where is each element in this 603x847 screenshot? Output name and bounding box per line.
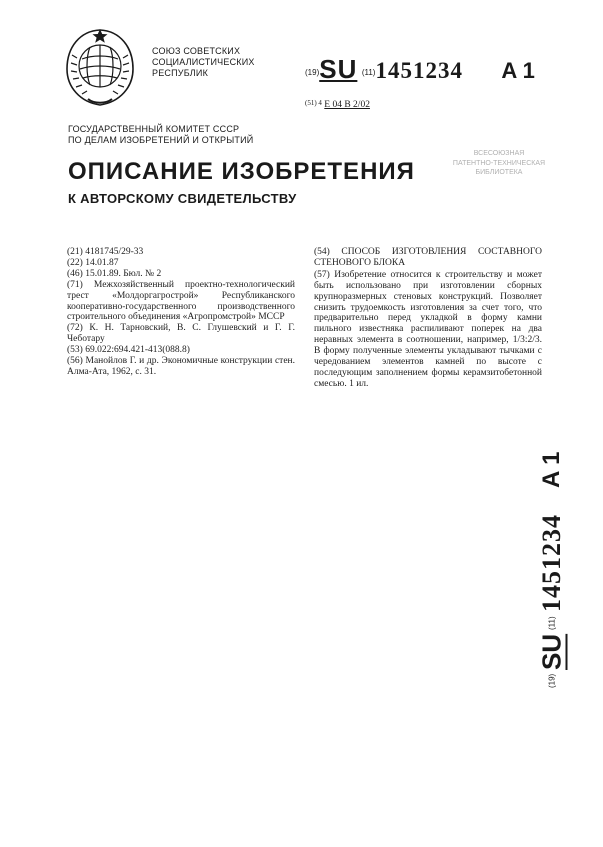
invention-title: (54) СПОСОБ ИЗГОТОВЛЕНИЯ СОСТАВНОГО СТЕНОВОГО БЛОКА <box>314 247 542 268</box>
patent-number: 1451234 <box>375 58 463 83</box>
patent-number: 1451234 <box>537 514 566 612</box>
abstract-text: (57) Изобретение относится к строительству и может быть использовано при изготовлении сборных крупноразмерных стеновых конструкций. Позволяет снизить трудоемкость изготовления за счет того, что предварительно перед укладкой в форму камни пильного известняка распиливают поперек на два неравных элемента в соотношении, например, 1/3:2/3. В форму полученные элементы укладывают тычками с чередованием элементов камней по высоте с последующим заполнением формы керамзитобетонной смесью. 1 ил. <box>314 269 542 389</box>
inid-code-19: (19) <box>305 68 320 77</box>
ipc-value: E 04 B 2/02 <box>324 100 370 110</box>
vertical-publication-number <box>536 448 567 688</box>
inid-code-11: (11) <box>361 68 376 77</box>
kind-code: A 1 <box>501 58 535 83</box>
kind-code: A 1 <box>538 451 565 488</box>
union-name-line: СОЮЗ СОВЕТСКИХ <box>152 46 241 56</box>
inid-code-11: (11) <box>547 616 557 630</box>
inid-code-19: (19) <box>547 673 557 688</box>
document-subtitle: К АВТОРСКОМУ СВИДЕТЕЛЬСТВУ <box>68 191 297 206</box>
ussr-emblem <box>58 25 142 109</box>
bibliographic-data <box>67 247 295 378</box>
stamp-line: ВСЕСОЮЗНАЯ <box>473 150 525 157</box>
field-46: (46) 15.01.89. Бюл. № 2 <box>67 268 162 279</box>
document-title: ОПИСАНИЕ ИЗОБРЕТЕНИЯ <box>68 158 415 185</box>
field-72: (72) К. Н. Тарновский, В. С. Глушевский и Г. Г. Чеботару <box>67 323 295 345</box>
field-71: (71) Межхозяйственный проектно-технологический трест «Молдоргагрострой» Республиканского кооперативно-государственного производственного строительного объединения «Агропромстрой» МССР <box>67 279 295 323</box>
state-committee <box>68 124 253 146</box>
country-code: SU <box>319 54 358 84</box>
field-22: (22) 14.01.87 <box>67 257 119 268</box>
stamp-line: ПАТЕНТНО-ТЕХНИЧЕСКАЯ <box>452 159 546 167</box>
publication-number <box>305 54 535 85</box>
union-name-line: РЕСПУБЛИК <box>152 68 209 78</box>
invention-abstract <box>314 247 542 390</box>
union-name-line: СОЦИАЛИСТИЧЕСКИХ <box>152 57 255 67</box>
committee-line: ПО ДЕЛАМ ИЗОБРЕТЕНИЙ И ОТКРЫТИЙ <box>68 135 254 145</box>
field-56: (56) Манойлов Г. и др. Экономичные конструкции стен. Алма-Ата, 1962, с. 31. <box>67 356 295 377</box>
field-21: (21) 4181745/29-33 <box>67 247 144 257</box>
stamp-line: БИБЛИОТЕКА <box>475 169 523 176</box>
library-stamp <box>440 149 558 185</box>
union-name <box>152 46 255 79</box>
country-code: SU <box>536 633 567 670</box>
ipc-classification <box>305 99 370 110</box>
committee-line: ГОСУДАРСТВЕННЫЙ КОМИТЕТ СССР <box>68 124 240 134</box>
field-53: (53) 69.022:694.421-413(088.8) <box>67 345 190 356</box>
inid-code-51: (51) 4 <box>305 99 322 107</box>
